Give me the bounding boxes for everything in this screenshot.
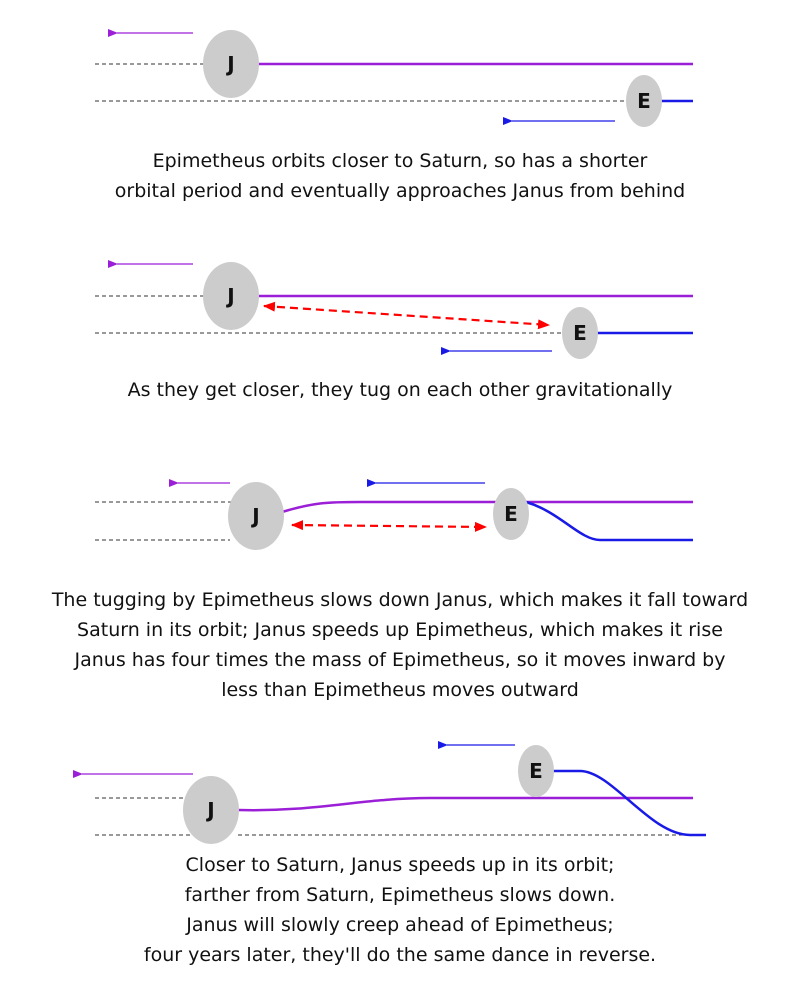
caption-line: Janus will slowly creep ahead of Epimetheus; xyxy=(186,914,614,936)
epimetheus-label: E xyxy=(504,502,518,526)
janus-label: J xyxy=(252,504,260,528)
caption-line: Closer to Saturn, Janus speeds up in its orbit; xyxy=(185,854,615,876)
caption-line: less than Epimetheus moves outward xyxy=(221,679,579,701)
caption-line: orbital period and eventually approaches Janus from behind xyxy=(114,180,686,202)
epimetheus-label: E xyxy=(637,89,651,113)
caption-line: four years later, they'll do the same dance in reverse. xyxy=(143,944,657,966)
epimetheus-orbit-path xyxy=(526,502,693,540)
panel-1-caption xyxy=(0,146,800,206)
caption-line: Saturn in its orbit; Janus speeds up Epimetheus, which makes it rise xyxy=(77,619,723,641)
epimetheus-moon xyxy=(518,745,554,797)
caption-line: Janus has four times the mass of Epimetheus, so it moves inward by xyxy=(74,649,726,671)
janus-moon xyxy=(228,482,284,550)
janus-label: J xyxy=(207,798,215,822)
epimetheus-moon xyxy=(493,488,529,540)
janus-label: J xyxy=(227,284,235,308)
janus-moon xyxy=(203,262,259,330)
epimetheus-label: E xyxy=(529,759,543,783)
gravity-tug-arrow xyxy=(292,525,486,527)
janus-moon xyxy=(203,30,259,98)
caption-line: The tugging by Epimetheus slows down Janus, which makes it fall toward xyxy=(51,589,749,611)
panel-4-caption xyxy=(0,850,800,970)
epimetheus-moon xyxy=(562,307,598,359)
panel-3-caption xyxy=(0,585,800,705)
panel-4 xyxy=(82,745,706,844)
panel-3 xyxy=(95,482,693,550)
panel-2 xyxy=(95,262,693,359)
epimetheus-moon xyxy=(626,75,662,127)
caption-line: farther from Saturn, Epimetheus slows down. xyxy=(184,884,616,906)
janus-orbit-path xyxy=(238,798,693,810)
gravity-tug-arrow xyxy=(264,306,549,325)
epimetheus-orbit-path xyxy=(553,771,706,835)
janus-orbit-path xyxy=(282,502,693,512)
caption-line: Epimetheus orbits closer to Saturn, so has a shorter xyxy=(152,150,648,172)
janus-moon xyxy=(183,776,239,844)
panel-1 xyxy=(95,30,693,127)
janus-label: J xyxy=(227,52,235,76)
epimetheus-label: E xyxy=(573,321,587,345)
caption-line: As they get closer, they tug on each other gravitationally xyxy=(127,379,673,401)
panel-2-caption xyxy=(0,375,800,405)
